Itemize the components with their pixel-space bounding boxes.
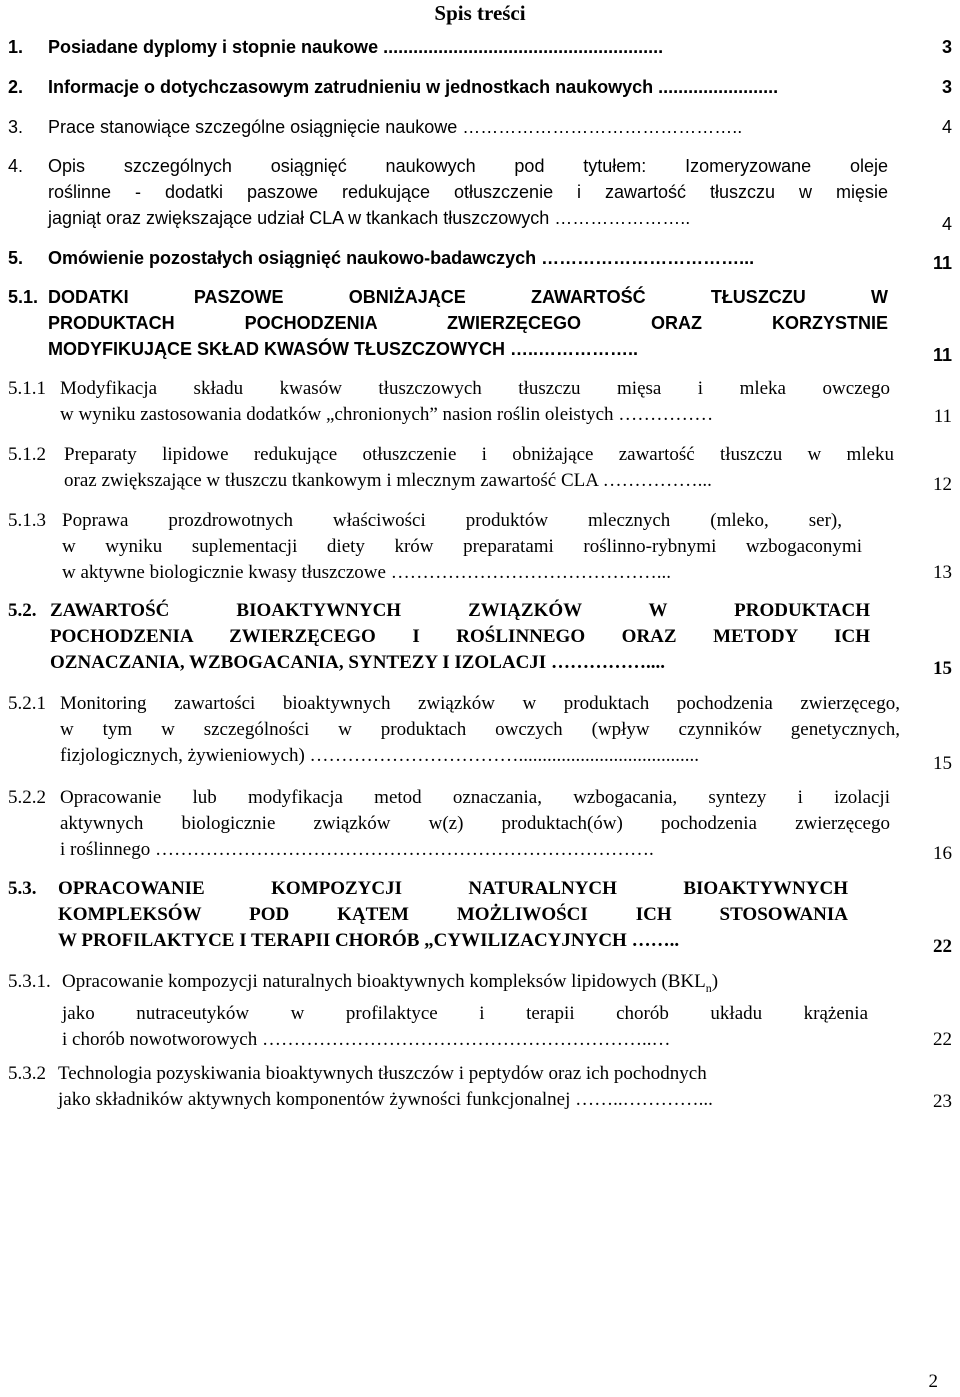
toc-entry-title: KOMPLEKSÓW POD KĄTEM MOŻLIWOŚCI ICH STOSOWANIA (58, 904, 848, 925)
toc-entry-title: Opracowanie lub modyfikacja metod oznaczania, wzbogacania, syntezy i izolacji (60, 787, 890, 808)
toc-entry-page: 22 (933, 1029, 952, 1050)
toc-entry-page: 15 (933, 753, 952, 774)
toc-entry-title: Opracowanie kompozycji naturalnych bioaktywnych kompleksów lipidowych $(BKL_n)$ (62, 971, 719, 995)
toc-entry-page: 3 (941, 77, 952, 97)
toc-entry-number: 4. (8, 156, 24, 176)
toc-entry-4[interactable] (8, 153, 960, 234)
toc-entry-5-2[interactable] (8, 598, 960, 679)
toc-entry-title: POCHODZENIA ZWIERZĘCEGO I ROŚLINNEGO ORAZ METODY ICH (50, 626, 870, 647)
toc-entry-number: 2. (8, 77, 24, 97)
toc-entry-page: 11 (932, 345, 952, 365)
toc-entry-3[interactable] (8, 114, 960, 140)
toc-entry-number: 5.2.1 (8, 693, 46, 714)
toc-entry-5-2-2[interactable] (8, 785, 960, 863)
toc-entry-title: Technologia pozyskiwania bioaktywnych tłuszczów i peptydów oraz ich pochodnych (58, 1063, 707, 1084)
toc-entry-number: 5.3.1. (8, 971, 51, 992)
toc-entry-title: w tym w szczególności w produktach owczych (wpływ czynników genetycznych, (60, 719, 900, 740)
toc-entry-1[interactable] (8, 34, 960, 60)
toc-entry-page: 4 (941, 214, 952, 234)
toc-entry-title: MODYFIKUJĄCE SKŁAD KWASÓW TŁUSZCZOWYCH …..…………….. (48, 339, 638, 359)
toc-entry-title: PRODUKTACH POCHODZENIA ZWIERZĘCEGO ORAZ KORZYSTNIE (48, 313, 888, 333)
toc-entry-title: OPRACOWANIE KOMPOZYCJI NATURALNYCH BIOAKTYWNYCH (58, 878, 848, 899)
toc-entry-number: 5. (8, 248, 24, 268)
toc-entry-title: Modyfikacja składu kwasów tłuszczowych tłuszczu mięsa i mleka owczego (60, 378, 890, 399)
toc-entry-page: 4 (941, 117, 952, 137)
toc-entry-5-1[interactable] (8, 284, 960, 365)
toc-entry-5-3-2[interactable] (8, 1061, 960, 1113)
toc-entry-title: Preparaty lipidowe redukujące otłuszczenie i obniżające zawartość tłuszczu w mleku (64, 444, 894, 465)
toc-entry-5-2-1[interactable] (8, 691, 960, 774)
toc-entry-title: DODATKI PASZOWE OBNIŻAJĄCE ZAWARTOŚĆ TŁUSZCZU W (48, 287, 888, 307)
toc-entry-title: fizjologicznych, żywieniowych) ……………………………...................................... (60, 745, 700, 766)
toc-entry-title: W PROFILAKTYCE I TERAPII CHORÓB „CYWILIZACYJNYCH …….. (58, 930, 680, 951)
toc-entry-title: Poprawa prozdrowotnych właściwości produktów mlecznych (mleko, ser), (62, 510, 842, 531)
toc-entry-number: 5.1.2 (8, 444, 46, 465)
toc-entry-page: 15 (933, 658, 952, 679)
toc-entry-page: 12 (933, 474, 952, 495)
toc-entry-title: Omówienie pozostałych osiągnięć naukowo-badawczych ……………………………... (48, 248, 755, 268)
toc-entry-number: 5.1.3 (8, 510, 46, 531)
toc-entry-title: Posiadane dyplomy i stopnie naukowe ........................................................ (48, 37, 664, 57)
toc-entry-title: jagniąt oraz zwiększające udział CLA w tkankach tłuszczowych ………………….. (48, 208, 691, 228)
toc-entry-2[interactable] (8, 74, 960, 100)
toc-entry-number: 1. (8, 37, 24, 57)
toc-entry-title: Informacje o dotychczasowym zatrudnieniu w jednostkach naukowych ........................ (48, 77, 779, 97)
toc-entry-page: 16 (933, 843, 952, 864)
toc-entry-title: w wyniku zastosowania dodatków „chronionych” nasion roślin oleistych …………… (60, 404, 714, 425)
toc-entry-title: Opis szczególnych osiągnięć naukowych pod tytułem: Izomeryzowane oleje (48, 156, 888, 176)
toc-entry-page: 23 (933, 1091, 952, 1112)
toc-entry-page: 11 (933, 406, 952, 427)
toc-entry-title: ZAWARTOŚĆ BIOAKTYWNYCH ZWIĄZKÓW W PRODUKTACH (50, 600, 870, 621)
toc-entry-title: OZNACZANIA, WZBOGACANIA, SYNTEZY I IZOLACJI …………….... (50, 652, 665, 673)
toc-entry-title: i roślinnego ……………………………………………………………………. (60, 839, 654, 860)
toc-entry-page: 11 (932, 253, 952, 273)
toc-entry-page: 3 (941, 37, 952, 57)
toc-entry-5-3-1[interactable] (8, 969, 960, 1053)
toc-entry-number: 3. (8, 117, 24, 137)
toc-entry-title: roślinne - dodatki paszowe redukujące otłuszczenie i zawartość tłuszczu w mięsie (48, 182, 888, 202)
toc-entry-title: i chorób nowotworowych ……………………………………………………..… (62, 1028, 671, 1050)
toc-entry-page: 22 (933, 936, 952, 957)
toc-entry-title: jako składników aktywnych komponentów żywności funkcjonalnej ……..…………... (58, 1089, 713, 1110)
toc-entry-title: Prace stanowiące szczególne osiągnięcie naukowe ……………………………………….. (48, 117, 743, 137)
toc-entry-number: 5.1. (8, 287, 39, 307)
page-title: Spis treści (434, 1, 526, 25)
toc-entry-title: oraz zwiększające w tłuszczu tkankowym i mlecznym zawartość CLA ……………... (64, 470, 712, 491)
toc-entry-title: aktywnych biologicznie związków w(z) produktach(ów) pochodzenia zwierzęcego (60, 813, 890, 834)
toc-entry-page: 13 (933, 562, 952, 583)
toc-entry-number: 5.2.2 (8, 787, 46, 808)
toc-entry-5-1-2[interactable] (8, 442, 960, 494)
toc-entry-title: jako nutraceutyków w profilaktyce i terapii chorób układu krążenia (62, 1002, 868, 1024)
toc-entry-5-1-3[interactable] (8, 508, 960, 586)
toc-entry-number: 5.3. (8, 878, 37, 899)
toc-entry-number: 5.2. (8, 600, 37, 621)
toc-entry-5[interactable] (8, 245, 960, 271)
toc-entry-number: 5.1.1 (8, 378, 46, 399)
toc-entry-5-3[interactable] (8, 876, 960, 957)
toc-entry-title: Monitoring zawartości bioaktywnych związków w produktach pochodzenia zwierzęcego, (60, 693, 900, 714)
toc-entry-title: w aktywne biologicznie kwasy tłuszczowe ……………………………………... (62, 562, 671, 583)
page-number: 2 (928, 1371, 938, 1392)
toc-entry-title: w wyniku suplementacji diety krów preparatami roślinno-rybnymi wzbogaconymi (62, 536, 862, 557)
toc-entry-number: 5.3.2 (8, 1063, 46, 1084)
toc-entry-5-1-1[interactable] (8, 376, 960, 428)
